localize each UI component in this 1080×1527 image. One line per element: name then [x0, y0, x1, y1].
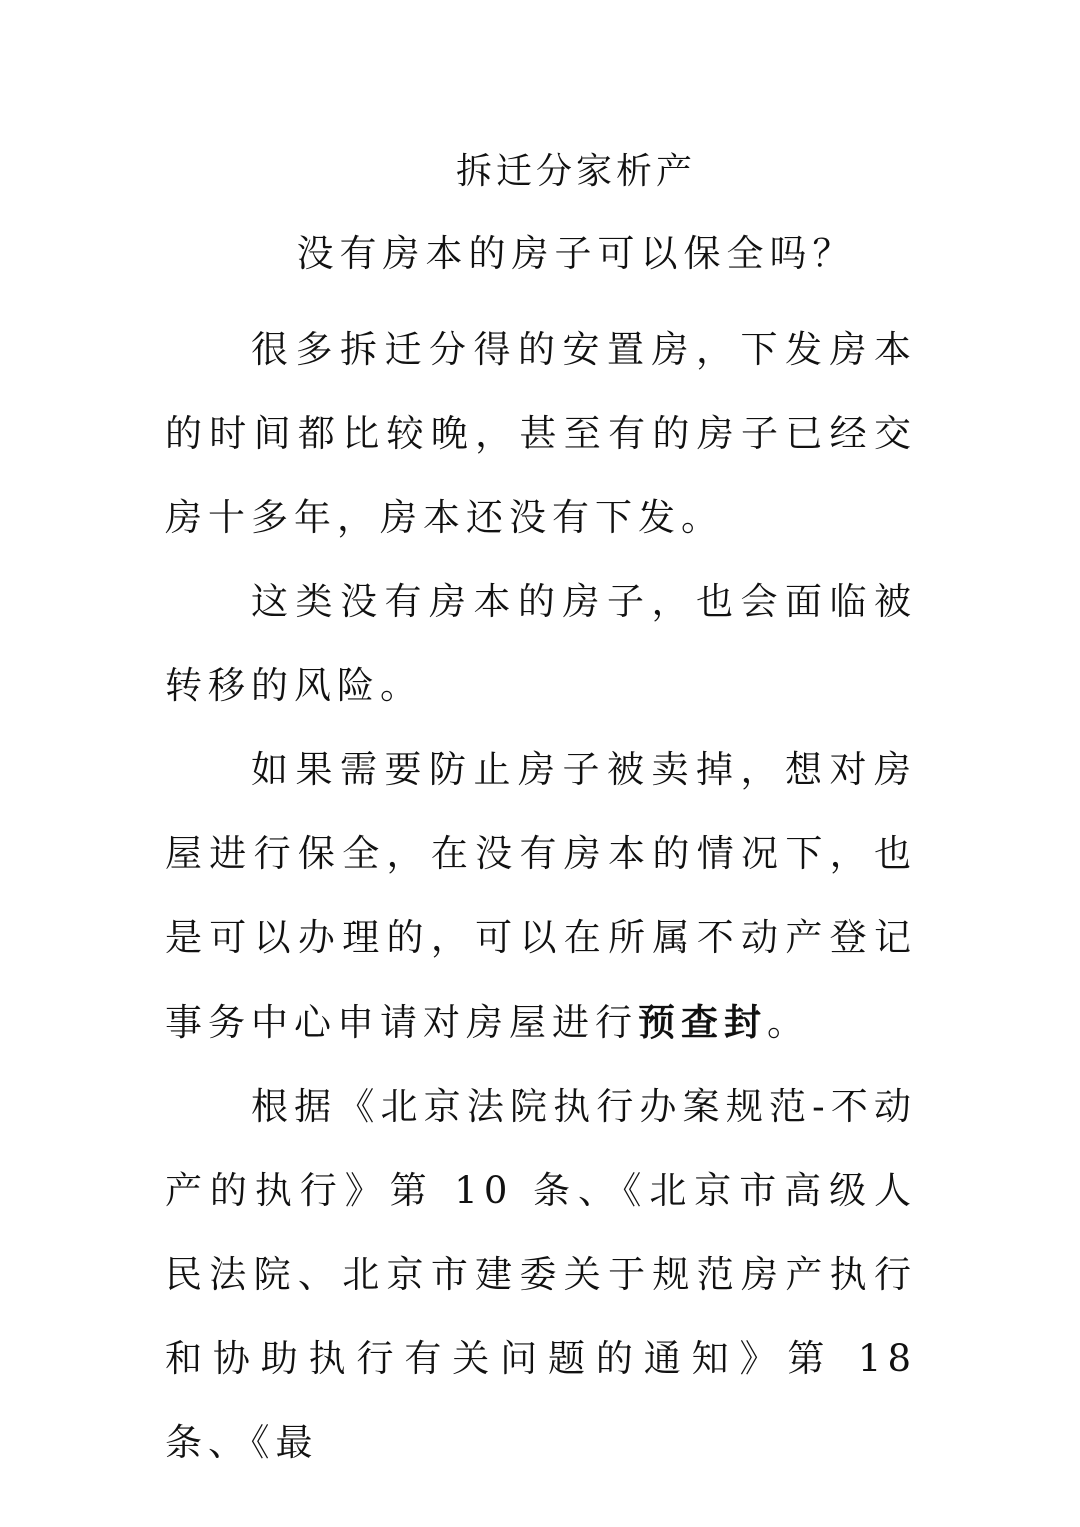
- paragraph-3: [165, 728, 917, 1065]
- document-subtitle: 没有房本的房子可以保全吗？: [296, 232, 856, 275]
- document-body: [165, 142, 917, 1485]
- paragraph-3-text: 如果需要防止房子被卖掉，想对房屋进行保全，在没有房本的情况下，也是可以办理的，可以在所属不动产登记事务中心申请对房屋进行: [165, 748, 917, 1044]
- paragraph-2: 这类没有房本的房子，也会面临被转移的风险。: [165, 580, 917, 707]
- bold-term: 预查封: [638, 1000, 767, 1044]
- paragraph-3-end: 。: [767, 1001, 810, 1044]
- paragraph-4: 根据《北京法院执行办案规范-不动产的执行》第 10 条、《北京市高级人民法院、北京市建委关于规范房产执行和协助执行有关问题的通知》第 18 条、《最: [165, 1085, 917, 1464]
- paragraph-1: 很多拆迁分得的安置房，下发房本的时间都比较晚，甚至有的房子已经交房十多年，房本还没有下发。: [165, 328, 917, 539]
- document-title: 拆迁分家析产: [455, 151, 696, 192]
